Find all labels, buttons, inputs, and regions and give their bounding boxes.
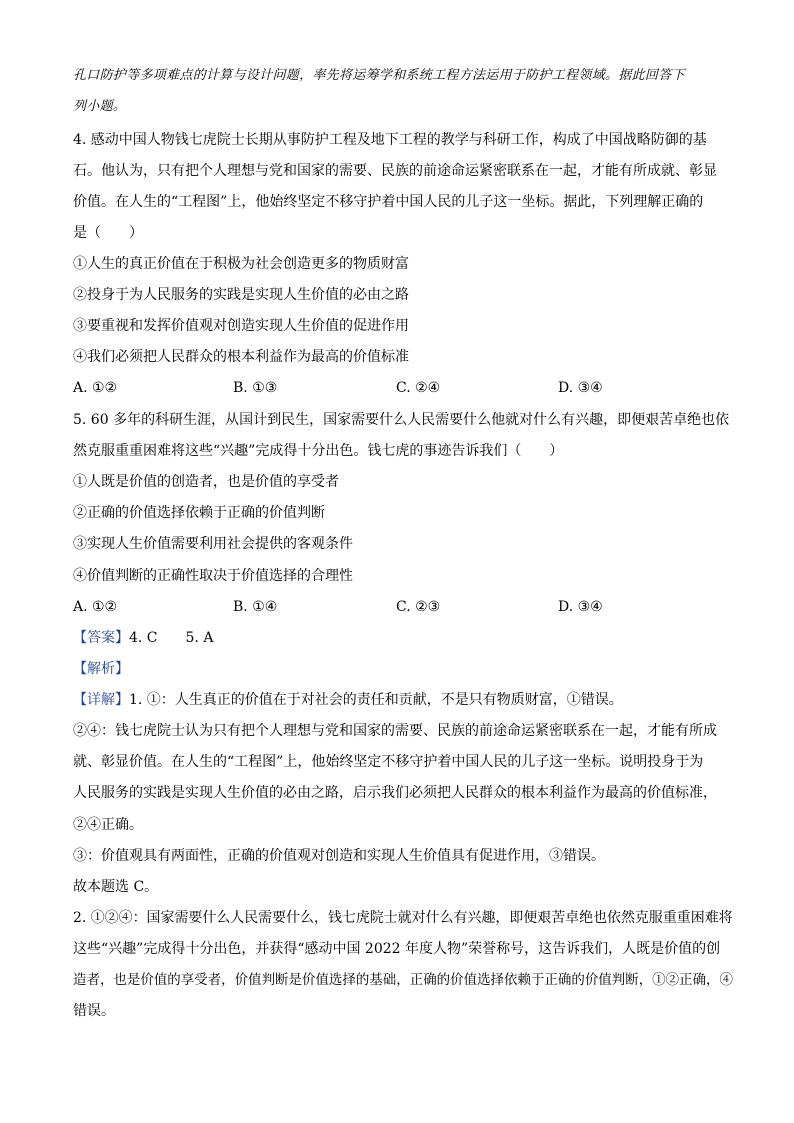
detail-p5-line-3: 造者，也是价值的享受者，价值判断是价值选择的基础，正确的价值选择依赖于正确的价值判断，①②正确，④ (73, 972, 733, 988)
q5-stem-line-1: 5. 60 多年的科研生涯，从国计到民生，国家需要什么人民需要什么他就对什么有兴趣，即便艰苦卓绝也依 (73, 412, 730, 428)
detail-p4: 故本题选 C。 (73, 879, 159, 895)
q4-option-b: B. ①③ (233, 380, 278, 396)
q5-item-2: ②正确的价值选择依赖于正确的价值判断 (73, 505, 325, 521)
detail-p5-line-2: 这些“兴趣”完成得十分出色，并获得“感动中国 2022 年度人物”荣誉称号，这告诉我们，人既是价值的创 (73, 941, 721, 957)
detail-p2-line-1: ②④：钱七虎院士认为只有把个人理想与党和国家的需要、民族的前途命运紧密联系在一起，才能有所成 (73, 723, 717, 739)
q5-option-a: A. ①② (73, 599, 118, 615)
answer-text: 4. C 5. A (129, 630, 214, 646)
q4-stem-line-4: 是（ ） (73, 225, 143, 241)
q4-item-2: ②投身于为人民服务的实践是实现人生价值的必由之路 (73, 287, 409, 303)
q4-stem-line-1: 4. 感动中国人物钱七虎院士长期从事防护工程及地下工程的教学与科研工作，构成了中国战略防御的基 (73, 132, 707, 148)
answer-tag: 【答案】 (73, 630, 129, 646)
intro-line-2: 列小题。 (73, 99, 127, 114)
detail-p1: 1. ①：人生真正的价值在于对社会的责任和贡献，不是只有物质财富，①错误。 (129, 692, 623, 708)
q5-item-4: ④价值判断的正确性取决于价值选择的合理性 (73, 568, 353, 584)
q4-option-c: C. ②④ (396, 380, 441, 396)
q4-option-a: A. ①② (73, 380, 118, 396)
detail-line-1 (73, 690, 623, 710)
detail-p5-line-4: 错误。 (73, 1003, 115, 1019)
detail-p2-line-2: 就、彰显价值。在人生的“工程图”上，他始终坚定不移守护着中国人民的儿子这一坐标。说明投身于为 (73, 754, 704, 770)
q4-option-d: D. ③④ (558, 380, 603, 396)
q5-option-d: D. ③④ (558, 599, 603, 615)
detail-p3: ③：价值观具有两面性，正确的价值观对创造和实现人生价值具有促进作用，③错误。 (73, 848, 605, 864)
intro-line-1: 孔口防护等多项难点的计算与设计问题，率先将运筹学和系统工程方法运用于防护工程领域。据此回答下 (73, 68, 685, 83)
detail-tag: 【详解】 (73, 692, 129, 708)
q5-option-b: B. ①④ (233, 599, 278, 615)
q4-stem-line-3: 价值。在人生的“工程图”上，他始终坚定不移守护着中国人民的儿子这一坐标。据此，下列理解正确的 (73, 194, 704, 210)
analysis-line (73, 659, 129, 679)
q4-item-1: ①人生的真正价值在于积极为社会创造更多的物质财富 (73, 256, 409, 272)
analysis-tag: 【解析】 (73, 661, 129, 677)
detail-p2-line-3: 人民服务的实践是实现人生价值的必由之路，启示我们必须把人民群众的根本利益作为最高的价值标准， (73, 785, 717, 801)
detail-p5-line-1: 2. ①②④：国家需要什么人民需要什么，钱七虎院士就对什么有兴趣，即便艰苦卓绝也依然克服重重困难将 (73, 910, 733, 926)
q5-item-3: ③实现人生价值需要利用社会提供的客观条件 (73, 536, 353, 552)
q5-item-1: ①人既是价值的创造者，也是价值的享受者 (73, 474, 339, 490)
q4-item-3: ③要重视和发挥价值观对创造实现人生价值的促进作用 (73, 318, 409, 334)
q4-item-4: ④我们必须把人民群众的根本利益作为最高的价值标准 (73, 349, 409, 365)
q5-stem-line-2: 然克服重重困难将这些“兴趣”完成得十分出色。钱七虎的事迹告诉我们（ ） (73, 443, 564, 459)
q4-stem-line-2: 石。他认为，只有把个人理想与党和国家的需要、民族的前途命运紧密联系在一起，才能有所成就、彰显 (73, 163, 717, 179)
detail-p2-line-4: ②④正确。 (73, 817, 143, 833)
q5-option-c: C. ②③ (396, 599, 441, 615)
answer-line (73, 628, 213, 648)
